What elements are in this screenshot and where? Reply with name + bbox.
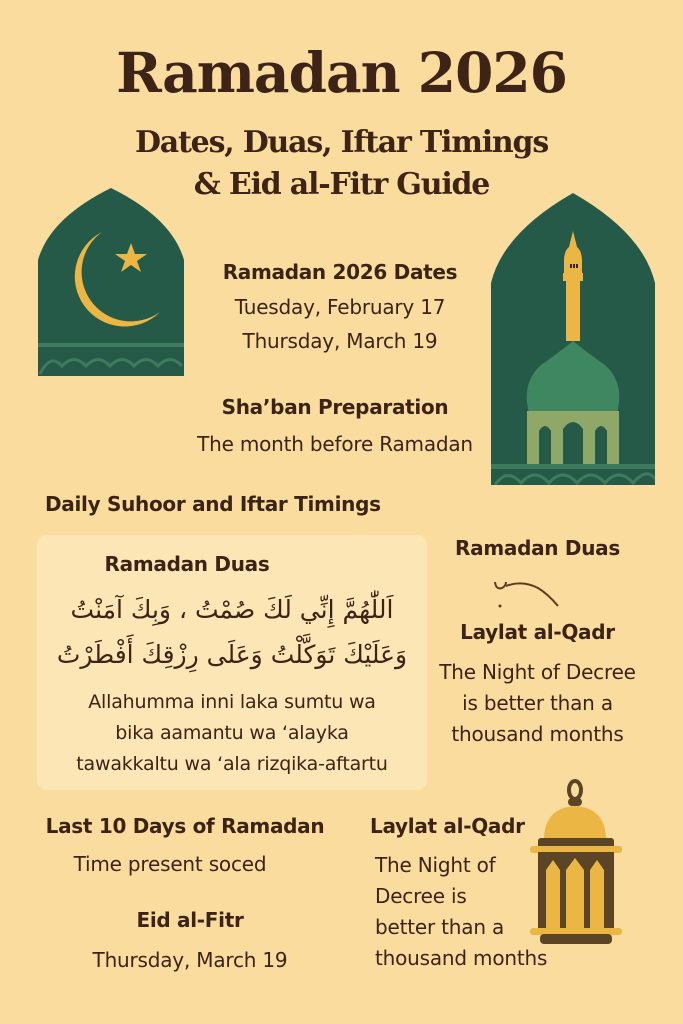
- subtitle-line-1: Dates, Duas, Iftar Timings: [134, 125, 549, 160]
- lantern-icon: [528, 778, 624, 946]
- right-laylat-text-line-2: is better than a: [462, 691, 613, 715]
- dua-transliteration-line-1: Allahumma inni laka sumtu wa: [88, 691, 376, 713]
- laylat-text-line-3: better than a: [375, 915, 505, 939]
- dua-transliteration: [37, 687, 427, 780]
- last-ten-days-section: [30, 812, 340, 880]
- laylat-text-line-2: Decree is: [375, 884, 467, 908]
- last-ten-days-heading: Last 10 Days of Ramadan: [45, 814, 325, 838]
- right-laylat-text-line-3: thousand months: [451, 722, 624, 746]
- eid-section: [40, 905, 340, 977]
- ramadan-end-date: Thursday, March 19: [242, 329, 438, 353]
- right-laylat-heading: Laylat al-Qadr: [460, 620, 615, 644]
- right-duas-heading: Ramadan Duas: [455, 536, 620, 560]
- duas-card-heading: Ramadan Duas: [104, 552, 270, 576]
- dua-transliteration-line-3: tawakkaltu wa ‘ala rizqika-aftartu: [76, 753, 388, 775]
- crescent-star-icon: [38, 188, 184, 376]
- ramadan-start-date: Tuesday, February 17: [234, 295, 446, 319]
- dua-arabic-line-2: وَعَلَيْكَ تَوَكَّلْتُ وَعَلَى رِزْقِكَ أَفْطَرْتُ: [56, 640, 408, 669]
- calligraphy-flourish-icon: [492, 580, 572, 612]
- dua-transliteration-line-2: bika aamantu wa ‘alayka: [115, 722, 349, 744]
- last-ten-days-text: Time present soced: [73, 852, 267, 876]
- shaban-heading: Sha’ban Preparation: [221, 395, 449, 419]
- right-laylat-text-line-1: The Night of Decree: [439, 660, 636, 684]
- dua-arabic-line-1: اَللّٰهُمَّ إِنِّي لَكَ صُمْتُ ، وَبِكَ آمَنْتُ: [70, 595, 394, 624]
- right-duas-section: [430, 534, 645, 562]
- timings-heading: Daily Suhoor and Iftar Timings: [45, 492, 381, 516]
- eid-date: Thursday, March 19: [92, 948, 288, 972]
- mosque-icon: [491, 193, 655, 485]
- laylat-text-line-4: thousand months: [375, 946, 548, 970]
- duas-card: [37, 535, 427, 790]
- dates-heading: Ramadan 2026 Dates: [222, 260, 458, 284]
- shaban-text: The month before Ramadan: [197, 432, 473, 456]
- eid-heading: Eid al-Fitr: [136, 908, 244, 932]
- laylat-heading: Laylat al-Qadr: [370, 814, 525, 838]
- shaban-section: [180, 393, 490, 461]
- dates-section: [190, 258, 490, 358]
- right-laylat-section: [430, 617, 645, 750]
- subtitle-line-2: & Eid al-Fitr Guide: [193, 167, 490, 202]
- laylat-text-line-1: The Night of: [375, 853, 496, 877]
- page-title: Ramadan 2026: [116, 40, 567, 105]
